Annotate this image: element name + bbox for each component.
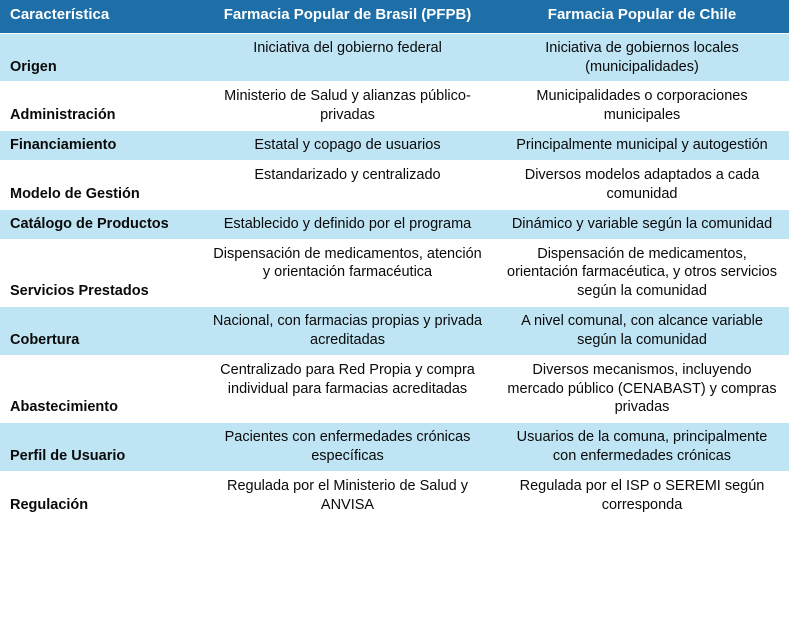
row-feature-label: Perfil de Usuario — [0, 423, 200, 472]
table-row — [0, 160, 789, 209]
row-value-brasil: Pacientes con enfermedades crónicas específicas — [200, 423, 495, 472]
row-feature-label: Catálogo de Productos — [0, 209, 200, 239]
row-value-chile: Principalmente municipal y autogestión — [495, 131, 789, 161]
row-value-brasil: Centralizado para Red Propia y compra individual para farmacias acreditadas — [200, 355, 495, 423]
row-feature-label: Modelo de Gestión — [0, 160, 200, 209]
table-row — [0, 471, 789, 520]
row-feature-label: Administración — [0, 82, 200, 131]
row-value-brasil: Nacional, con farmacias propias y privada acreditadas — [200, 307, 495, 356]
row-value-brasil: Estatal y copago de usuarios — [200, 131, 495, 161]
row-feature-label: Abastecimiento — [0, 355, 200, 423]
table-body — [0, 33, 789, 520]
table-row — [0, 131, 789, 161]
row-value-brasil: Iniciativa del gobierno federal — [200, 33, 495, 82]
table-row — [0, 239, 789, 307]
row-feature-label: Financiamiento — [0, 131, 200, 161]
row-value-chile: A nivel comunal, con alcance variable según la comunidad — [495, 307, 789, 356]
row-value-brasil: Regulada por el Ministerio de Salud y ANVISA — [200, 471, 495, 520]
row-value-brasil: Establecido y definido por el programa — [200, 209, 495, 239]
table-row — [0, 209, 789, 239]
row-feature-label: Origen — [0, 33, 200, 82]
column-header-characteristic: Característica — [0, 0, 200, 33]
row-value-chile: Diversos mecanismos, incluyendo mercado público (CENABAST) y compras privadas — [495, 355, 789, 423]
table-header-row — [0, 0, 789, 33]
row-feature-label: Servicios Prestados — [0, 239, 200, 307]
row-value-brasil: Dispensación de medicamentos, atención y orientación farmacéutica — [200, 239, 495, 307]
column-header-chile: Farmacia Popular de Chile — [495, 0, 789, 33]
row-value-chile: Iniciativa de gobiernos locales (municipalidades) — [495, 33, 789, 82]
row-value-chile: Municipalidades o corporaciones municipales — [495, 82, 789, 131]
row-value-chile: Diversos modelos adaptados a cada comunidad — [495, 160, 789, 209]
table-row — [0, 33, 789, 82]
row-value-brasil: Estandarizado y centralizado — [200, 160, 495, 209]
row-value-chile: Regulada por el ISP o SEREMI según corresponda — [495, 471, 789, 520]
table-row — [0, 355, 789, 423]
table-header — [0, 0, 789, 33]
table-row — [0, 423, 789, 472]
table-row — [0, 307, 789, 356]
row-feature-label: Cobertura — [0, 307, 200, 356]
row-value-chile: Dispensación de medicamentos, orientación farmacéutica, y otros servicios según la comunidad — [495, 239, 789, 307]
table-row — [0, 82, 789, 131]
row-feature-label: Regulación — [0, 471, 200, 520]
column-header-brasil: Farmacia Popular de Brasil (PFPB) — [200, 0, 495, 33]
row-value-brasil: Ministerio de Salud y alianzas público-privadas — [200, 82, 495, 131]
row-value-chile: Usuarios de la comuna, principalmente con enfermedades crónicas — [495, 423, 789, 472]
row-value-chile: Dinámico y variable según la comunidad — [495, 209, 789, 239]
